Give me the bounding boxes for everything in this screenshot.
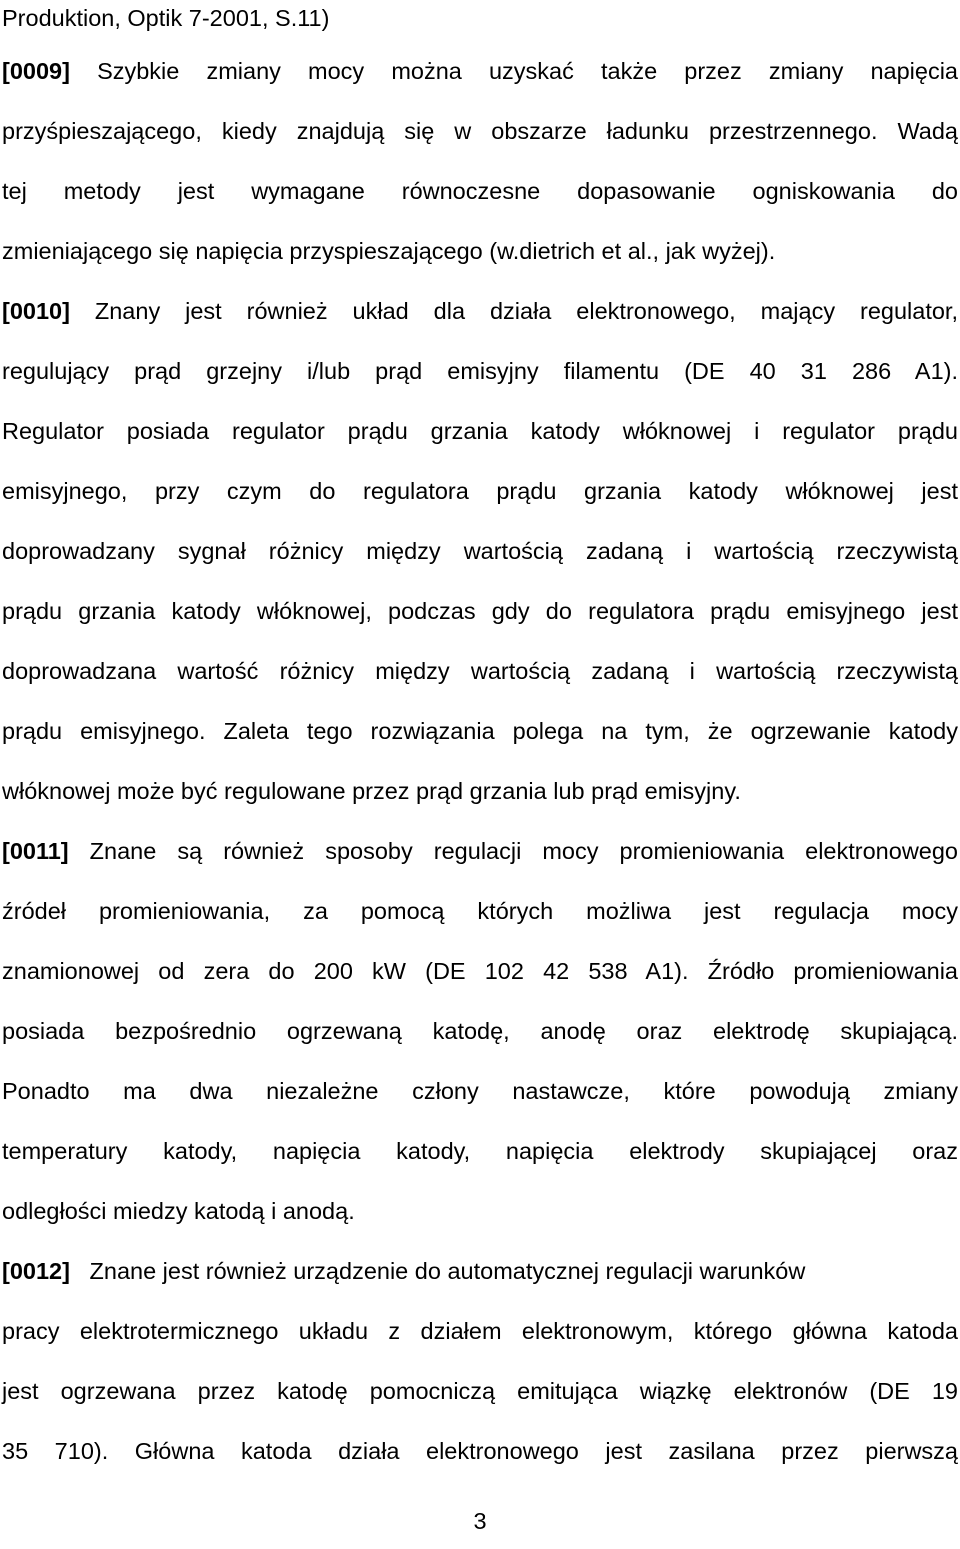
paragraph-ref: [0009] <box>2 58 70 84</box>
text-line-21 <box>2 1195 958 1227</box>
line-text: Produktion, Optik 7-2001, S.11) <box>2 5 330 31</box>
text-line-8 <box>2 415 958 447</box>
text-line-24 <box>2 1375 958 1407</box>
text-line-7 <box>2 355 958 387</box>
paragraph-ref: [0010] <box>2 298 70 324</box>
text-line-10 <box>2 535 958 567</box>
text-line-6 <box>2 295 958 327</box>
text-line-14 <box>2 775 958 807</box>
line-text: posiada bezpośrednio ogrzewaną katodę, anodę oraz elektrodę skupiającą. <box>2 1018 958 1044</box>
line-text: jest ogrzewana przez katodę pomocniczą emitująca wiązkę elektronów (DE 19 <box>2 1378 958 1404</box>
line-text: Znany jest również układ dla działa elektronowego, mający regulator, <box>69 298 958 324</box>
line-text: tej metody jest wymagane równoczesne dopasowanie ogniskowania do <box>2 178 958 204</box>
text-line-19 <box>2 1075 958 1107</box>
text-line-22 <box>2 1255 958 1287</box>
text-line-13 <box>2 715 958 747</box>
page-number: 3 <box>473 1508 487 1534</box>
line-text: regulujący prąd grzejny i/lub prąd emisyjny filamentu (DE 40 31 286 A1). <box>2 358 958 384</box>
line-text: włóknowej może być regulowane przez prąd grzania lub prąd emisyjny. <box>2 778 741 804</box>
line-text: odległości miedzy katodą i anodą. <box>2 1198 355 1224</box>
text-line-5 <box>2 235 958 267</box>
line-text: prądu grzania katody włóknowej, podczas gdy do regulatora prądu emisyjnego jest <box>2 598 958 624</box>
text-line-25 <box>2 1435 958 1467</box>
line-text: emisyjnego, przy czym do regulatora prądu grzania katody włóknowej jest <box>2 478 958 504</box>
line-text: Regulator posiada regulator prądu grzania katody włóknowej i regulator prądu <box>2 418 958 444</box>
line-text: pracy elektrotermicznego układu z działem elektronowym, którego główna katoda <box>2 1318 958 1344</box>
line-text: Znane jest również urządzenie do automatycznej regulacji warunków <box>69 1258 806 1284</box>
text-line-2 <box>2 55 958 87</box>
line-text: prądu emisyjnego. Zaleta tego rozwiązania polega na tym, że ogrzewanie katody <box>2 718 958 744</box>
line-text: 35 710). Główna katoda działa elektronowego jest zasilana przez pierwszą <box>2 1438 958 1464</box>
text-line-11 <box>2 595 958 627</box>
text-line-20 <box>2 1135 958 1167</box>
line-text: temperatury katody, napięcia katody, napięcia elektrody skupiającej oraz <box>2 1138 958 1164</box>
paragraph-ref: [0012] <box>2 1258 70 1284</box>
text-line-1 <box>2 2 958 34</box>
text-line-3 <box>2 115 958 147</box>
text-line-9 <box>2 475 958 507</box>
paragraph-ref: [0011] <box>2 838 69 864</box>
line-text: doprowadzany sygnał różnicy między wartością zadaną i wartością rzeczywistą <box>2 538 958 564</box>
line-text: Ponadto ma dwa niezależne człony nastawcze, które powodują zmiany <box>2 1078 958 1104</box>
line-text: znamionowej od zera do 200 kW (DE 102 42 538 A1). Źródło promieniowania <box>2 958 958 984</box>
text-line-15 <box>2 835 958 867</box>
line-text: zmieniającego się napięcia przyspieszającego (w.dietrich et al., jak wyżej). <box>2 238 776 264</box>
text-line-18 <box>2 1015 958 1047</box>
line-text: źródeł promieniowania, za pomocą których możliwa jest regulacja mocy <box>2 898 958 924</box>
line-text: Szybkie zmiany mocy można uzyskać także przez zmiany napięcia <box>69 58 958 84</box>
text-line-4 <box>2 175 958 207</box>
text-line-23 <box>2 1315 958 1347</box>
line-text: przyśpieszającego, kiedy znajdują się w obszarze ładunku przestrzennego. Wadą <box>2 118 958 144</box>
line-text: Znane są również sposoby regulacji mocy promieniowania elektronowego <box>68 838 958 864</box>
text-line-12 <box>2 655 958 687</box>
text-line-17 <box>2 955 958 987</box>
line-text: doprowadzana wartość różnicy między wartością zadaną i wartością rzeczywistą <box>2 658 958 684</box>
text-line-16 <box>2 895 958 927</box>
